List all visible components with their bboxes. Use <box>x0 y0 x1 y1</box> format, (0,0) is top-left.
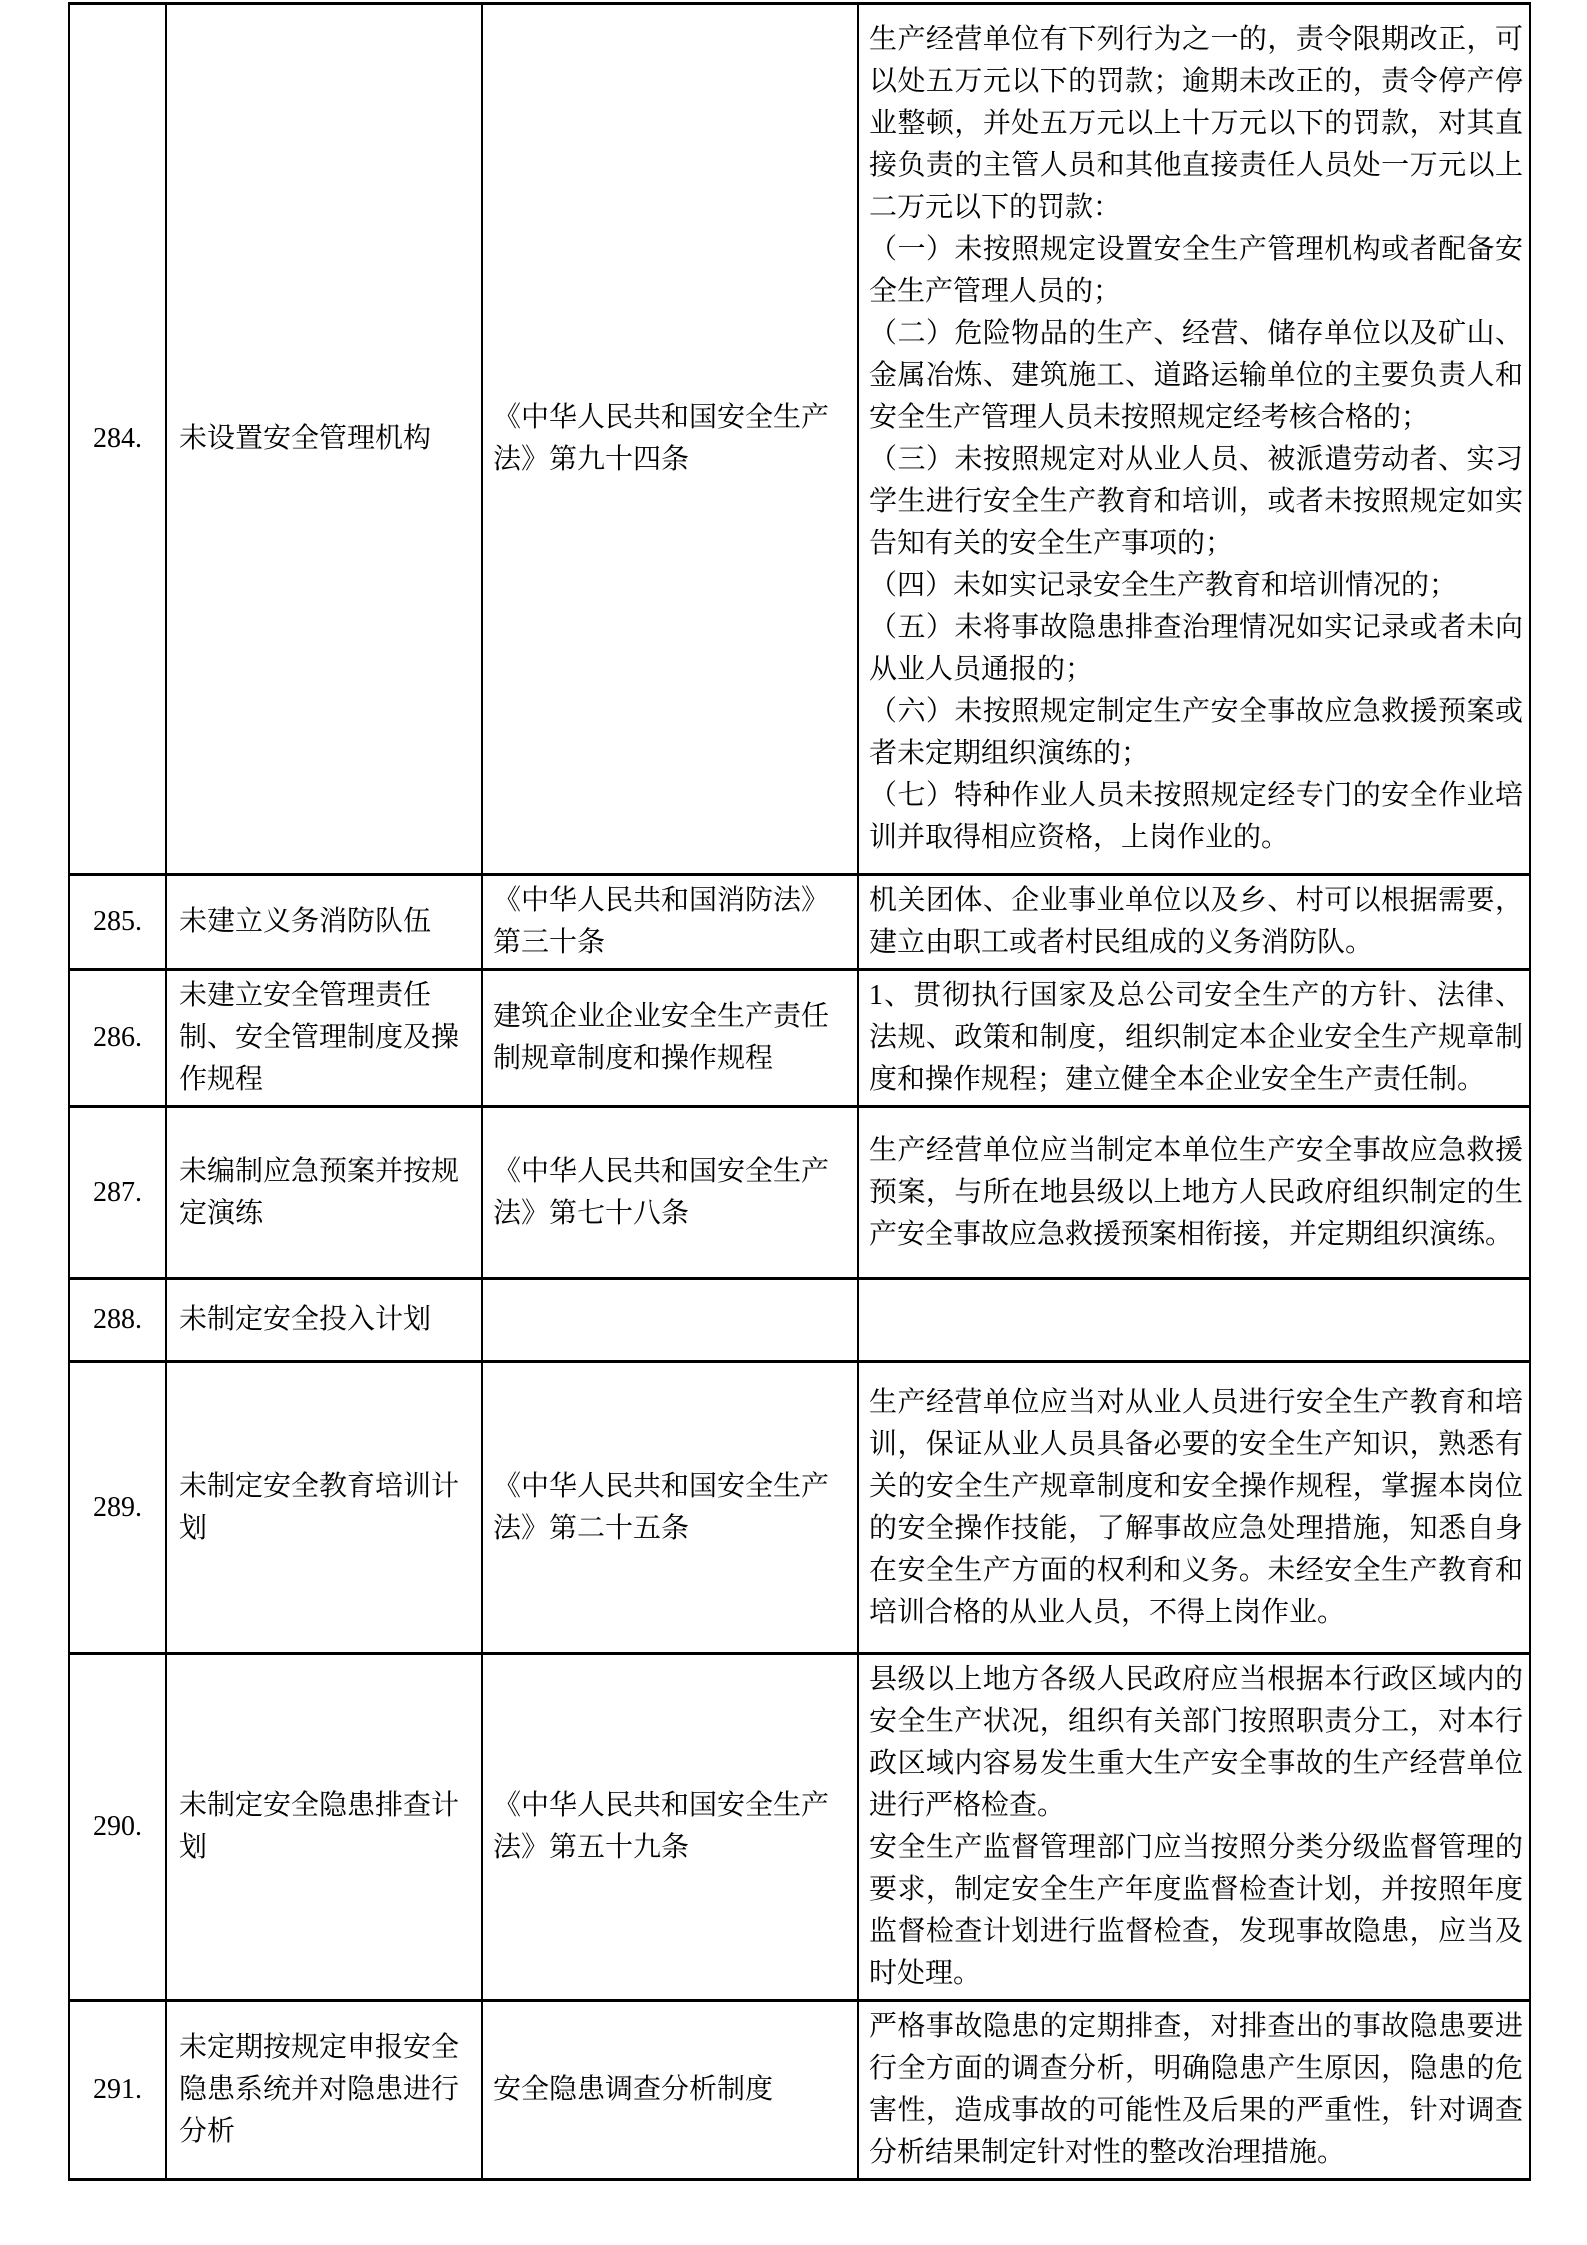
detail-paragraph: 生产经营单位应当制定本单位生产安全事故应急救援预案，与所在地县级以上地方人民政府组织制定的生产安全事故应急救援预案相衔接，并定期组织演练。 <box>869 1134 1523 1250</box>
legal-basis-cell: 《中华人民共和国消防法》第三十条 <box>482 875 858 970</box>
detail-paragraph: 县级以上地方各级人民政府应当根据本行政区域内的安全生产状况，组织有关部门按照职责分工，对本行政区域内容易发生重大生产安全事故的生产经营单位进行严格检查。 <box>869 1664 1523 1821</box>
violation-cell: 未建立义务消防队伍 <box>166 875 482 970</box>
detail-paragraph: 机关团体、企业事业单位以及乡、村可以根据需要，建立由职工或者村民组成的义务消防队。 <box>869 885 1523 958</box>
violation-cell: 未建立安全管理责任制、安全管理制度及操作规程 <box>166 970 482 1107</box>
table-row-285 <box>69 875 1530 970</box>
detail-paragraph: 1、贯彻执行国家及总公司安全生产的方针、法律、法规、政策和制度，组织制定本企业安全生产规章制度和操作规程；建立健全本企业安全生产责任制。 <box>869 980 1523 1095</box>
detail-cell <box>858 1654 1530 2001</box>
detail-paragraph: 严格事故隐患的定期排查，对排查出的事故隐患要进行全方面的调查分析，明确隐患产生原因，隐患的危害性，造成事故的可能性及后果的严重性，针对调查分析结果制定针对性的整改治理措施。 <box>869 2011 1523 2168</box>
legal-basis-cell: 安全隐患调查分析制度 <box>482 2001 858 2180</box>
detail-paragraph: （七）特种作业人员未按照规定经专门的安全作业培训并取得相应资格，上岗作业的。 <box>869 780 1523 853</box>
detail-paragraph: （五）未将事故隐患排查治理情况如实记录或者未向从业人员通报的； <box>869 612 1523 685</box>
legal-basis-cell: 《中华人民共和国安全生产法》第五十九条 <box>482 1654 858 2001</box>
violation-cell: 未定期按规定申报安全隐患系统并对隐患进行分析 <box>166 2001 482 2180</box>
detail-paragraph: （三）未按照规定对从业人员、被派遣劳动者、实习学生进行安全生产教育和培训，或者未按照规定如实告知有关的安全生产事项的； <box>869 444 1523 559</box>
detail-paragraph: （一）未按照规定设置安全生产管理机构或者配备安全生产管理人员的； <box>869 234 1523 307</box>
row-number: 287. <box>69 1107 166 1279</box>
detail-cell <box>858 4 1530 875</box>
row-number: 290. <box>69 1654 166 2001</box>
detail-paragraph: （二）危险物品的生产、经营、储存单位以及矿山、金属冶炼、建筑施工、道路运输单位的主要负责人和安全生产管理人员未按照规定经考核合格的； <box>869 318 1523 433</box>
legal-basis-cell: 《中华人民共和国安全生产法》第二十五条 <box>482 1362 858 1654</box>
detail-paragraph: 生产经营单位应当对从业人员进行安全生产教育和培训，保证从业人员具备必要的安全生产知识，熟悉有关的安全生产规章制度和安全操作规程，掌握本岗位的安全操作技能，了解事故应急处理措施，知悉自身在安全生产方面的权利和义务。未经安全生产教育和培训合格的从业人员，不得上岗作业。 <box>869 1386 1523 1628</box>
table-row-289 <box>69 1362 1530 1654</box>
row-number: 289. <box>69 1362 166 1654</box>
detail-cell <box>858 875 1530 970</box>
table-row-286 <box>69 970 1530 1107</box>
detail-cell <box>858 1279 1530 1362</box>
table-row-284 <box>69 4 1530 875</box>
row-number: 288. <box>69 1279 166 1362</box>
legal-basis-cell: 建筑企业企业安全生产责任制规章制度和操作规程 <box>482 970 858 1107</box>
detail-cell <box>858 1362 1530 1654</box>
detail-paragraph: 安全生产监督管理部门应当按照分类分级监督管理的要求，制定安全生产年度监督检查计划，并按照年度监督检查计划进行监督检查，发现事故隐患，应当及时处理。 <box>869 1832 1523 1989</box>
legal-basis-cell: 《中华人民共和国安全生产法》第七十八条 <box>482 1107 858 1279</box>
violation-cell: 未编制应急预案并按规定演练 <box>166 1107 482 1279</box>
legal-basis-cell <box>482 1279 858 1362</box>
row-number: 285. <box>69 875 166 970</box>
detail-cell <box>858 970 1530 1107</box>
detail-cell <box>858 1107 1530 1279</box>
regulations-table <box>68 2 1531 2181</box>
detail-paragraph: 生产经营单位有下列行为之一的，责令限期改正，可以处五万元以下的罚款；逾期未改正的，责令停产停业整顿，并处五万元以上十万元以下的罚款，对其直接负责的主管人员和其他直接责任人员处一万元以上二万元以下的罚款： <box>869 24 1523 223</box>
violation-cell: 未制定安全隐患排查计划 <box>166 1654 482 2001</box>
row-number: 284. <box>69 4 166 875</box>
violation-cell: 未设置安全管理机构 <box>166 4 482 875</box>
table-row-290 <box>69 1654 1530 2001</box>
violation-cell: 未制定安全教育培训计划 <box>166 1362 482 1654</box>
table-row-287 <box>69 1107 1530 1279</box>
row-number: 286. <box>69 970 166 1107</box>
detail-paragraph: （六）未按照规定制定生产安全事故应急救援预案或者未定期组织演练的； <box>869 696 1523 769</box>
table-row-288 <box>69 1279 1530 1362</box>
table-row-291 <box>69 2001 1530 2180</box>
violation-cell: 未制定安全投入计划 <box>166 1279 482 1362</box>
legal-basis-cell: 《中华人民共和国安全生产法》第九十四条 <box>482 4 858 875</box>
detail-cell <box>858 2001 1530 2180</box>
row-number: 291. <box>69 2001 166 2180</box>
detail-paragraph: （四）未如实记录安全生产教育和培训情况的； <box>869 570 1458 601</box>
